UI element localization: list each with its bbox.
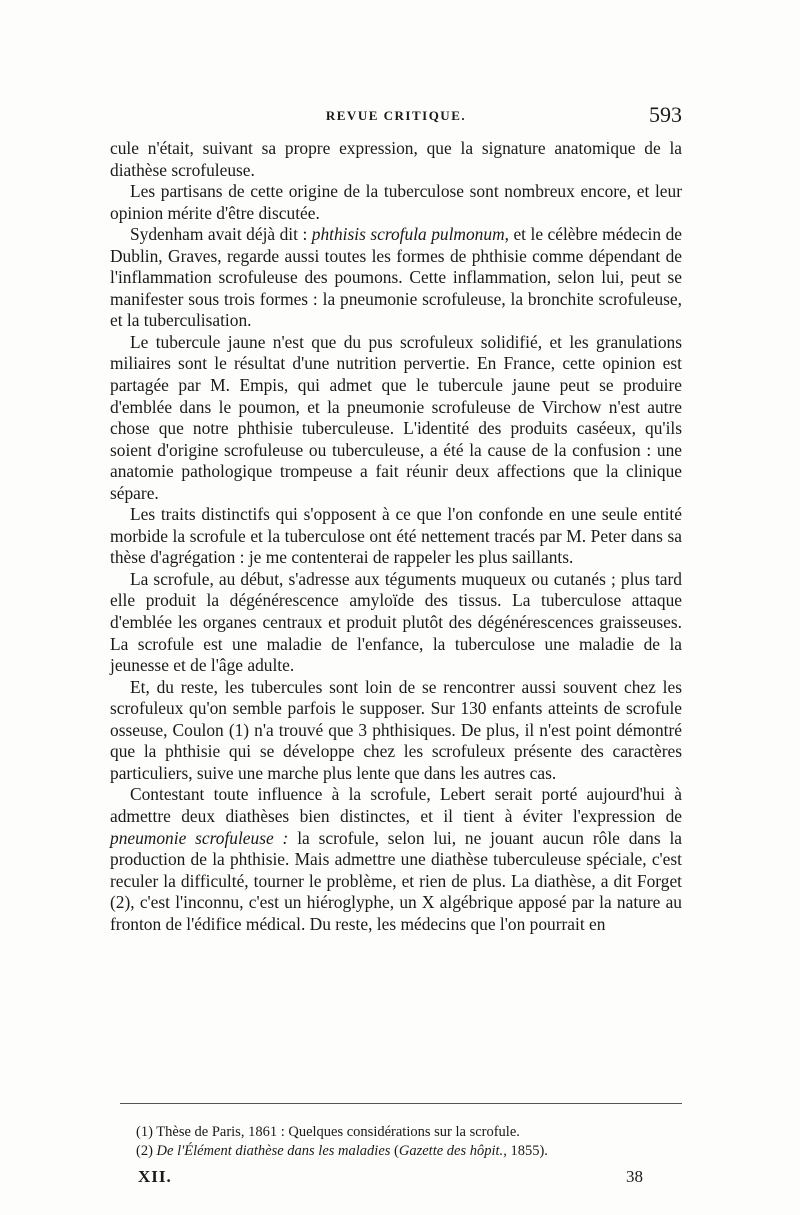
footnote-marker: (2) (136, 1143, 157, 1159)
running-head: REVUE CRITIQUE. (325, 108, 467, 123)
text-run: la scrofule, selon lui, ne jouant aucun rôle dans la production de la phthisie. Mais admettre une diathèse tuberculeuse spéciale, c'est reculer la difficulté, tourner le problème, et rien de plus. La diathèse, a dit Forget (2), c'est l'inconnu, c'est un hiéroglyphe, un X algébrique apposé par la nature au fronton de l'édifice médical. Du reste, les médecins que l'on pourrait en (110, 827, 683, 934)
text-run: , et le célèbre médecin de Dublin, Graves, regarde aussi toutes les formes de phthisie comme dépendant de l'inflammation scrofuleuse des poumons. Cette inflammation, selon lui, peut se manifester sous trois formes : la pneumonie scrofuleuse, la bronchite scrofuleuse, et la tuberculisation. (110, 224, 682, 331)
paragraph (110, 224, 682, 332)
text-run: ( (390, 1143, 399, 1159)
page-number: 593 (649, 102, 682, 127)
paragraph: Le tubercule jaune n'est que du pus scrofuleux solidifié, et les granulations miliaires sont le résultat d'une nutrition pervertie. En France, cette opinion est partagée par M. Empis, qui admet que le tubercule jaune peut se produire d'emblée dans le poumon, et la pneumonie scrofuleuse de Virchow n'est autre chose que notre phthisie tuberculeuse. L'identité des produits caséeux, qu'ils soient d'origine scrofuleuse ou tuberculeuse, a été la cause de la confusion : une anatomie pathologique trompeuse a fait réunir deux affections que la clinique sépare. (110, 331, 682, 503)
text-run: Contestant toute influence à la scrofule, Lebert serait porté aujourd'hui à admettre deux diathèses bien distinctes, et il tient à éviter l'expression de (110, 784, 682, 826)
italic-term: pneumonie scrofuleuse : (110, 827, 289, 848)
volume-signature: XII. (138, 1167, 172, 1186)
footnote-2 (136, 1142, 682, 1161)
footnote-1: (1) Thèse de Paris, 1861 : Quelques considérations sur la scrofule. (136, 1124, 520, 1140)
footnote-title: De l'Élément diathèse dans les maladies (156, 1143, 391, 1159)
text-run: , 1855). (503, 1143, 548, 1159)
footnote-journal: Gazette des hôpit. (398, 1143, 504, 1159)
paragraph: Les partisans de cette origine de la tuberculose sont nombreux encore, et leur opinion mérite d'être discutée. (110, 181, 682, 223)
paragraph: Les traits distinctifs qui s'opposent à ce que l'on confonde en une seule entité morbide la scrofule et la tuberculose ont été nettement tracés par M. Peter dans sa thèse d'agrégation : je me contenterai de rappeler les plus saillants. (110, 504, 682, 568)
paragraph: cule n'était, suivant sa propre expression, que la signature anatomique de la diathèse scrofuleuse. (110, 138, 682, 180)
text-run: Sydenham avait déjà dit : (130, 224, 312, 245)
body-text (110, 138, 682, 935)
page-header (110, 102, 682, 130)
footnotes (136, 1123, 682, 1161)
paragraph: La scrofule, au début, s'adresse aux téguments muqueux ou cutanés ; plus tard elle produit la dégénérescence amyloïde des tissus. La tuberculose attaque d'emblée les organes centraux et produit plutôt des dégénérescences graisseuses. La scrofule est une maladie de l'enfance, la tuberculose une maladie de la jeunesse et de l'âge adulte. (110, 568, 682, 676)
paragraph (110, 784, 682, 935)
sheet-number: 38 (626, 1167, 643, 1186)
paragraph: Et, du reste, les tubercules sont loin de se rencontrer aussi souvent chez les scrofuleux qu'on semble parfois le supposer. Sur 130 enfants atteints de scrofule osseuse, Coulon (1) n'a trouvé que 3 phthisiques. De plus, il n'est point démontré que la phthisie qui se développe chez les scrofuleux présente des caractères particuliers, suive une marche plus lente que dans les autres cas. (110, 676, 682, 783)
footnote-divider (120, 1103, 682, 1104)
page-footer (138, 1167, 643, 1191)
italic-latin-quote: phthisis scrofula pulmonum (311, 224, 505, 245)
